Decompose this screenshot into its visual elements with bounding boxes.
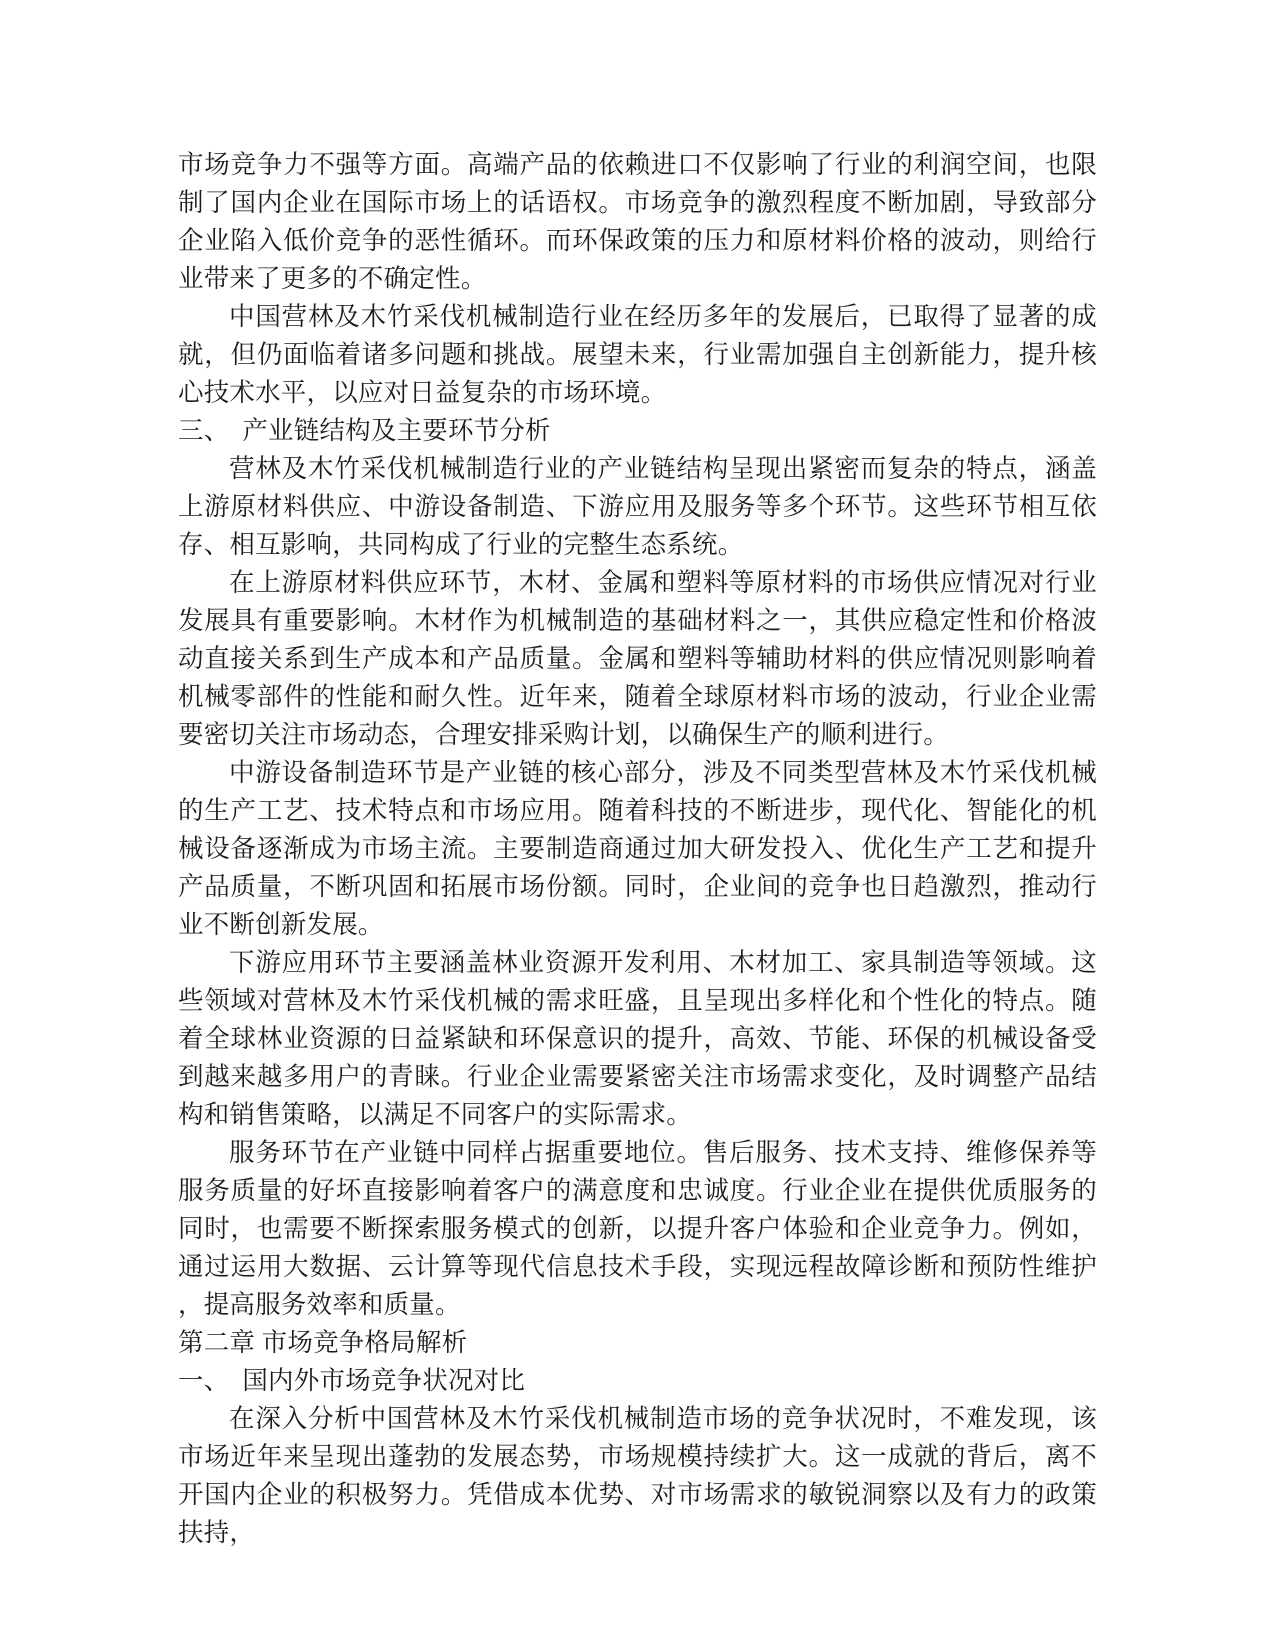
paragraph: 服务环节在产业链中同样占据重要地位。售后服务、技术支持、维修保养等服务质量的好坏直接影响着客户的满意度和忠诚度。行业企业在提供优质服务的同时，也需要不断探索服务模式的创新，以提升客户体验和企业竞争力。例如，通过运用大数据、云计算等现代信息技术手段，实现远程故障诊断和预防性维护，提高服务效率和质量。	[178, 1138, 1097, 1319]
paragraph: 市场竞争力不强等方面。高端产品的依赖进口不仅影响了行业的利润空间，也限制了国内企业在国际市场上的话语权。市场竞争的激烈程度不断加剧，导致部分企业陷入低价竞争的恶性循环。而环保政策的压力和原材料价格的波动，则给行业带来了更多的不确定性。	[178, 150, 1097, 293]
document-body	[178, 146, 1097, 1552]
paragraph: 中国营林及木竹采伐机械制造行业在经历多年的发展后，已取得了显著的成就，但仍面临着诸多问题和挑战。展望未来，行业需加强自主创新能力，提升核心技术水平，以应对日益复杂的市场环境。	[178, 302, 1097, 407]
section-heading: 一、 国内外市场竞争状况对比	[178, 1366, 526, 1395]
paragraph: 在深入分析中国营林及木竹采伐机械制造市场的竞争状况时，不难发现，该市场近年来呈现出蓬勃的发展态势，市场规模持续扩大。这一成就的背后，离不开国内企业的积极努力。凭借成本优势、对市场需求的敏锐洞察以及有力的政策扶持，	[178, 1404, 1097, 1547]
section-heading: 三、 产业链结构及主要环节分析	[178, 416, 551, 445]
chapter-heading: 第二章 市场竞争格局解析	[178, 1328, 468, 1357]
paragraph: 中游设备制造环节是产业链的核心部分，涉及不同类型营林及木竹采伐机械的生产工艺、技术特点和市场应用。随着科技的不断进步，现代化、智能化的机械设备逐渐成为市场主流。主要制造商通过加大研发投入、优化生产工艺和提升产品质量，不断巩固和拓展市场份额。同时，企业间的竞争也日趋激烈，推动行业不断创新发展。	[178, 758, 1097, 939]
paragraph: 营林及木竹采伐机械制造行业的产业链结构呈现出紧密而复杂的特点，涵盖上游原材料供应、中游设备制造、下游应用及服务等多个环节。这些环节相互依存、相互影响，共同构成了行业的完整生态系统。	[178, 454, 1097, 559]
paragraph: 下游应用环节主要涵盖林业资源开发利用、木材加工、家具制造等领域。这些领域对营林及木竹采伐机械的需求旺盛，且呈现出多样化和个性化的特点。随着全球林业资源的日益紧缺和环保意识的提升，高效、节能、环保的机械设备受到越来越多用户的青睐。行业企业需要紧密关注市场需求变化，及时调整产品结构和销售策略，以满足不同客户的实际需求。	[178, 948, 1097, 1129]
paragraph: 在上游原材料供应环节，木材、金属和塑料等原材料的市场供应情况对行业发展具有重要影响。木材作为机械制造的基础材料之一，其供应稳定性和价格波动直接关系到生产成本和产品质量。金属和塑料等辅助材料的供应情况则影响着机械零部件的性能和耐久性。近年来，随着全球原材料市场的波动，行业企业需要密切关注市场动态，合理安排采购计划，以确保生产的顺利进行。	[178, 568, 1097, 749]
